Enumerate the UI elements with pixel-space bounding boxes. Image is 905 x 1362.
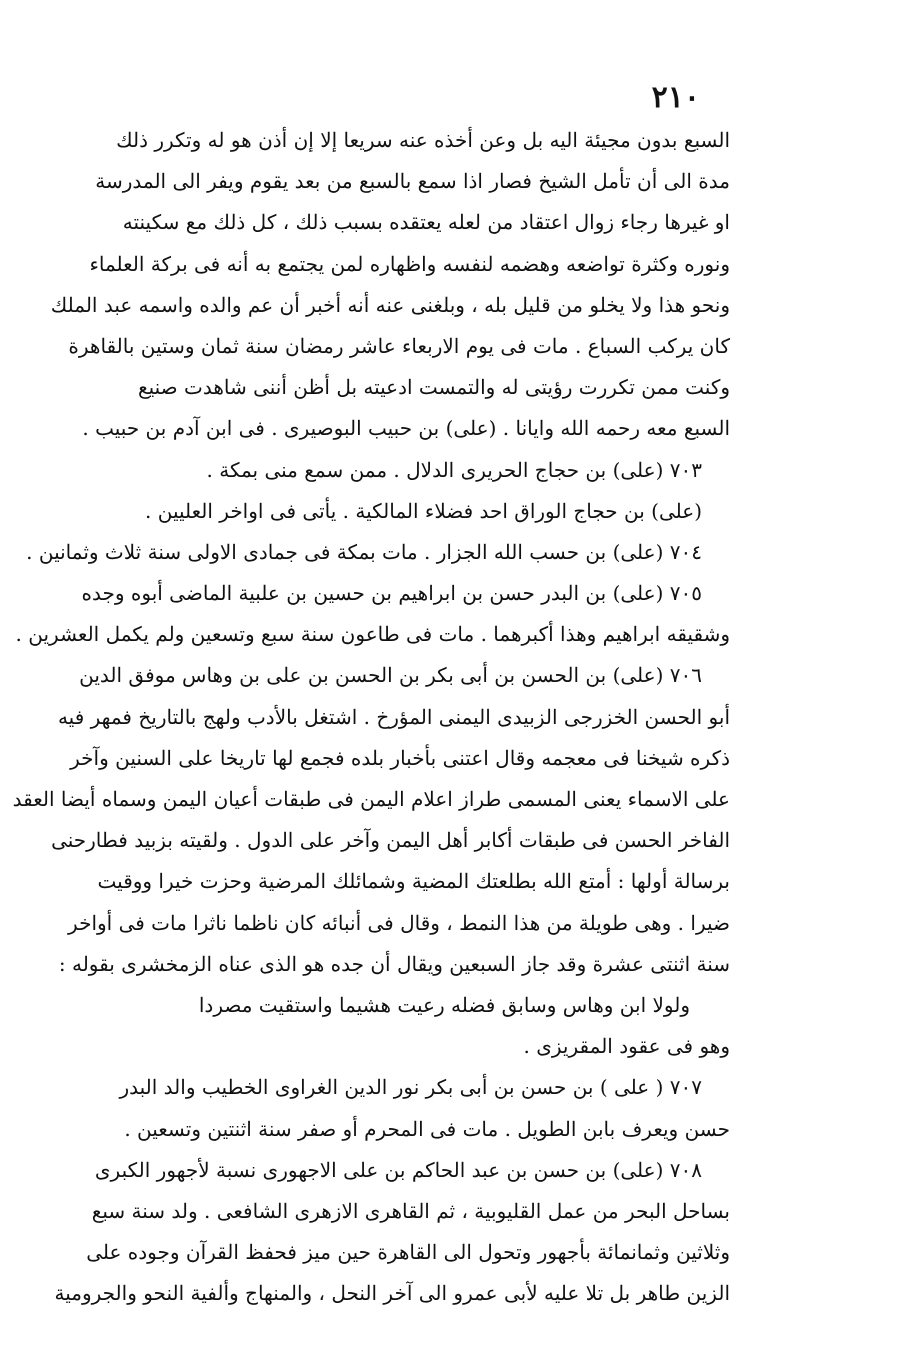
text-line: الفاخر الحسن فى طبقات أكابر أهل اليمن وآخر على الدول . ولقيته بزبيد فطارحنى <box>51 828 730 853</box>
page-text <box>12 120 730 1314</box>
text-line: السبع معه رحمه الله وايانا . (على) بن حبيب البوصيرى . فى ابن آدم بن حبيب . <box>82 416 730 441</box>
text-line: سنة اثنتى عشرة وقد جاز السبعين ويقال أن جده هو الذى عناه الزمخشرى بقوله : <box>58 951 730 976</box>
text-line: كان يركب السباع . مات فى يوم الاربعاء عاشر رمضان سنة ثمان وستين بالقاهرة <box>68 333 730 358</box>
text-line: السبع بدون مجيئة اليه بل وعن أخذه عنه سريعا إلا إن أذن هو له وتكرر ذلك <box>116 128 730 152</box>
text-line: أبو الحسن الخزرجى الزبيدى اليمنى المؤرخ . اشتغل بالأدب ولهج بالتاريخ فمهر فيه <box>57 704 730 729</box>
text-line: بساحل البحر من عمل القليوبية ، ثم القاهرى الازهرى الشافعى . ولد سنة سبع <box>91 1198 730 1223</box>
text-line: ونحو هذا ولا يخلو من قليل بله ، وبلغنى عنه أنه أخبر أن عم والده واسمه عبد الملك <box>50 292 730 317</box>
text-line: ذكره شيخنا فى معجمه وقال اعتنى بأخبار بلده فجمع لها تاريخا على السنين وآخر <box>70 745 730 770</box>
text-line: وثلاثين وثمانمائة بأجهور وتحول الى القاهرة حين ميز فحفظ القرآن وجوده على <box>86 1240 730 1265</box>
page-number: ٢١٠ <box>651 80 700 115</box>
text-line: وهو فى عقود المقريزى . <box>523 1034 730 1059</box>
text-line: على الاسماء يعنى المسمى طراز اعلام اليمن فى طبقات أعيان اليمن وسماه أيضا العقد <box>12 787 730 811</box>
entry-707: ٧٠٧ ( على ) بن حسن بن أبى بكر نور الدين الغراوى الخطيب والد البدر <box>119 1075 702 1100</box>
text-line: مدة الى أن تأمل الشيخ فصار اذا سمع بالسبع من بعد يقوم ويفر الى المدرسة <box>95 169 730 194</box>
text-line: برسالة أولها : أمتع الله بطلعتك المضية وشمائلك المرضية وحزت خيرا ووقيت <box>97 869 730 894</box>
entry-704: ٧٠٤ (على) بن حسب الله الجزار . مات بمكة فى جمادى الاولى سنة ثلاث وثمانين . <box>26 539 702 564</box>
text-line: وكنت ممن تكررت رؤيتى له والتمست ادعيته بل أظن أننى شاهدت صنيع <box>137 375 730 400</box>
entry-706: ٧٠٦ (على) بن الحسن بن أبى بكر بن الحسن بن على بن وهاس موفق الدين <box>79 663 702 688</box>
text-line: الزين طاهر بل تلا عليه لأبى عمرو الى آخر النحل ، والمنهاج وألفية النحو والجرومية <box>54 1281 730 1306</box>
text-line: او غيرها رجاء زوال اعتقاد من لعله يعتقده بسبب ذلك ، كل ذلك مع سكينته <box>122 210 730 235</box>
text-line: حسن ويعرف بابن الطويل . مات فى المحرم أو صفر سنة اثنتين وتسعين . <box>124 1116 730 1141</box>
entry-708: ٧٠٨ (على) بن حسن بن عبد الحاكم بن على الاجهورى نسبة لأجهور الكبرى <box>94 1157 702 1182</box>
entry-703: ٧٠٣ (على) بن حجاج الحريرى الدلال . ممن سمع منى بمكة . <box>206 457 702 482</box>
entry-705: ٧٠٥ (على) بن البدر حسن بن ابراهيم بن حسين بن علبية الماضى أبوه وجده <box>81 581 702 606</box>
text-line: ضيرا . وهى طويلة من هذا النمط ، وقال فى أنبائه كان ناظما ناثرا مات فى أواخر <box>68 910 730 935</box>
entry-cross-reference: (على) بن حجاج الوراق احد فضلاء المالكية . يأتى فى اواخر العليين . <box>145 498 702 523</box>
poetry-verse: ولولا ابن وهاس وسابق فضله رعيت هشيما واستقيت مصردا <box>198 992 690 1017</box>
text-line: وشقيقه ابراهيم وهذا أكبرهما . مات فى طاعون سنة سبع وتسعين ولم يكمل العشرين . <box>15 622 730 647</box>
text-line: ونوره وكثرة تواضعه وهضمه لنفسه واظهاره لمن يجتمع به أنه فى بركة العلماء <box>89 251 730 276</box>
